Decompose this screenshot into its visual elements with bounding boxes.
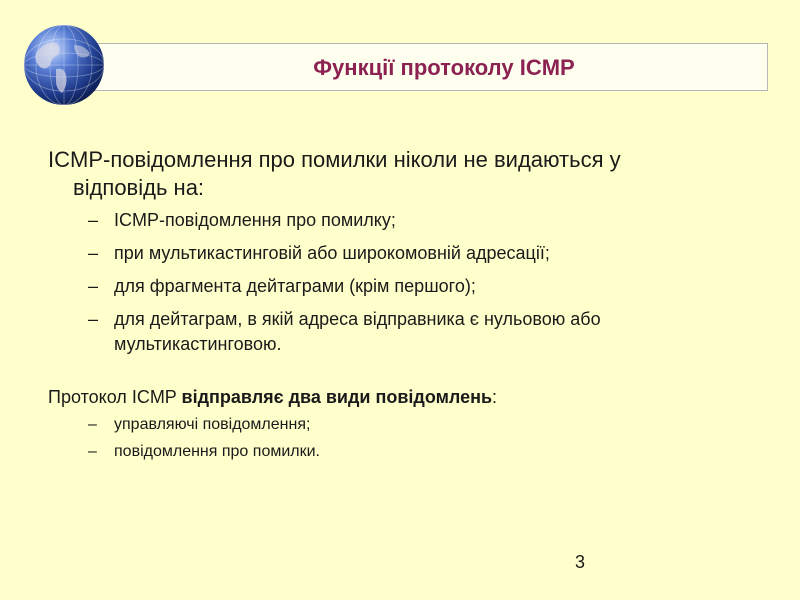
dash-bullet: – [88,243,99,263]
title-box [60,43,768,91]
dash-bullet: – [88,276,99,296]
para2-suffix: : [492,387,498,407]
list-item [88,414,768,436]
dash-bullet: – [88,416,97,433]
list-item-text: повідомлення про помилки. [114,443,320,460]
list-item-text: при мультикастинговій або широкомовній адресації; [114,243,550,263]
list-item-text: для дейтаграм, в якій адреса відправника є нульовою або мультикастинговою. [114,309,601,354]
message-types-list [48,414,768,463]
lead-line-2: відповідь на: [73,175,205,200]
list-item [88,441,768,463]
lead-paragraph [48,146,768,202]
list-item [88,208,768,233]
list-item [88,307,768,357]
para2-bold: відправляє два види повідомлень [181,387,493,407]
globe-icon [22,23,106,107]
message-types-paragraph [48,385,768,409]
list-item-text: для фрагмента дейтаграми (крім першого); [114,276,476,296]
list-item [88,274,768,299]
lead-line-1: ICMP-повідомлення про помилки ніколи не видаються у [48,147,621,172]
slide-content [48,146,768,468]
dash-bullet: – [88,309,99,329]
list-item-text: управляючі повідомлення; [114,416,311,433]
dash-bullet: – [88,443,97,460]
list-item-text: ICMP-повідомлення про помилку; [114,210,396,230]
page-title: Функції протоколу ICMP [313,55,575,80]
list-item [88,241,768,266]
dash-bullet: – [88,210,99,230]
page-number: 3 [575,552,586,572]
exceptions-list [48,208,768,357]
para2-prefix: Протокол ICMP [48,387,182,407]
